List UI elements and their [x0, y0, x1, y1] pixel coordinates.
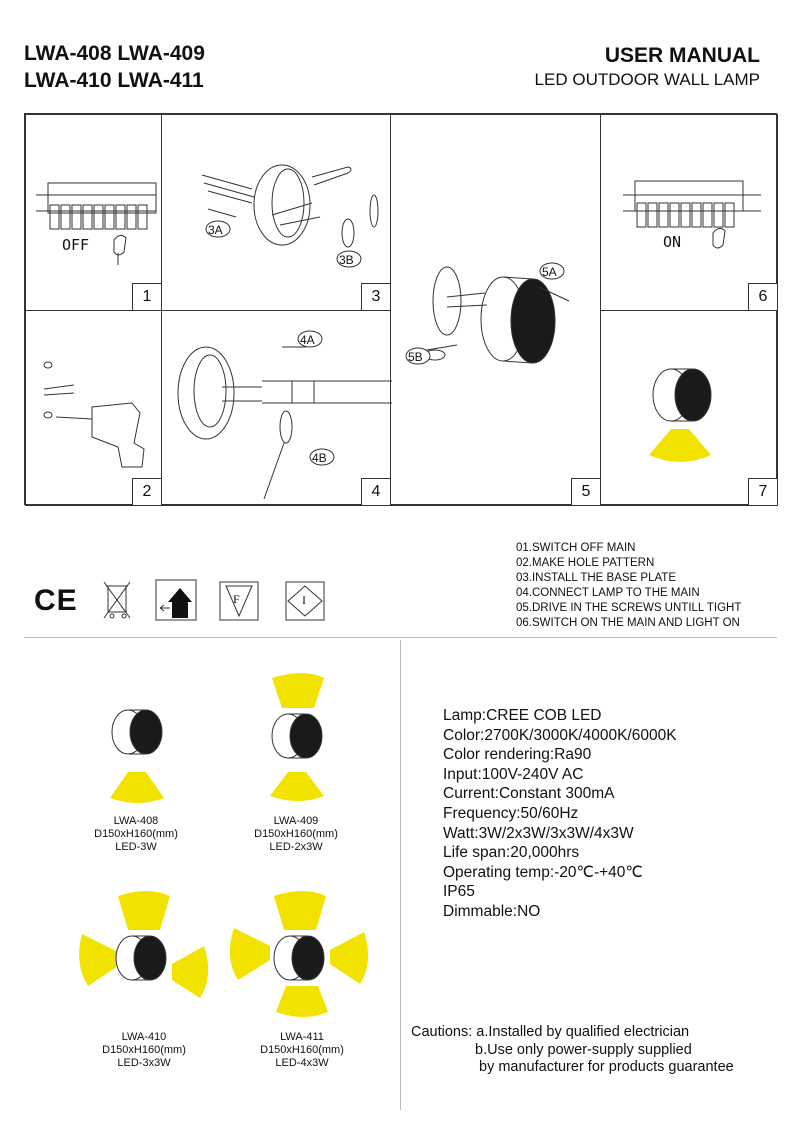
f-mark-letter: F [233, 592, 240, 606]
label-3b: 3B [339, 253, 354, 267]
manual-title: USER MANUAL [604, 44, 760, 67]
label-5b: 5B [408, 350, 423, 364]
step-item: 02.MAKE HOLE PATTERN [516, 557, 655, 569]
spec-item: Dimmable:NO [443, 902, 541, 920]
indoor-outdoor-icon [156, 580, 196, 620]
panel-1 [25, 114, 162, 311]
variant-size: D150xH160(mm) [254, 828, 338, 840]
caution-line-1: Cautions: a.Installed by qualified electrician [411, 1024, 690, 1040]
step-item: 01.SWITCH OFF MAIN [516, 542, 636, 554]
panel-5 [390, 114, 601, 506]
cautions [411, 1024, 734, 1077]
variant-lwa-408 [66, 815, 206, 854]
step-item: 04.CONNECT LAMP TO THE MAIN [516, 587, 700, 599]
step-item: 05.DRIVE IN THE SCREWS UNTILL TIGHT [516, 602, 742, 614]
spec-item: Life span:20,000hrs [443, 844, 580, 862]
spec-item: Current:Constant 300mA [443, 785, 615, 803]
variant-model: LWA-410 [121, 1031, 167, 1043]
lamp-lwa-409 [270, 673, 324, 801]
models-line-2: LWA-410 LWA-411 [24, 69, 204, 92]
variant-model: LWA-409 [273, 815, 319, 827]
label-3a: 3A [208, 223, 223, 237]
column-divider [400, 640, 401, 1110]
variant-power: LED-3x3W [117, 1057, 171, 1069]
manual-subtitle: LED OUTDOOR WALL LAMP [534, 70, 760, 89]
section-divider [24, 637, 777, 638]
panel-2 [25, 310, 162, 506]
step-item: 06.SWITCH ON THE MAIN AND LIGHT ON [516, 617, 740, 629]
base-plate-illustration [162, 115, 392, 312]
off-caption: OFF [62, 236, 90, 254]
on-caption: ON [663, 233, 682, 251]
variant-power: LED-3W [115, 841, 157, 853]
specifications [443, 706, 677, 922]
variant-lwa-411 [232, 1031, 372, 1070]
panel-number-3: 3 [361, 283, 390, 310]
lamp-lwa-408 [110, 710, 164, 803]
variant-lwa-410 [74, 1031, 214, 1070]
variant-lwa-409 [226, 815, 366, 854]
label-5a: 5A [542, 265, 557, 279]
spec-item: Frequency:50/60Hz [443, 804, 579, 822]
spec-item: Operating temp:-20℃-+40℃ [443, 863, 643, 881]
spec-item: Color:2700K/3000K/4000K/6000K [443, 726, 677, 744]
weee-bin-icon [104, 582, 130, 618]
lamp-lwa-410 [79, 891, 208, 998]
variant-size: D150xH160(mm) [102, 1044, 186, 1056]
spec-item: Input:100V-240V AC [443, 765, 584, 783]
screw-lamp-illustration [391, 115, 602, 507]
caution-line-2: b.Use only power-supply supplied [475, 1041, 692, 1058]
spec-item: Color rendering:Ra90 [443, 746, 592, 764]
ce-mark-icon: CE [34, 584, 78, 617]
variant-power: LED-2x3W [269, 841, 323, 853]
models-line-1: LWA-408 LWA-409 [24, 42, 205, 65]
variant-size: D150xH160(mm) [94, 828, 178, 840]
mark-shapes [34, 578, 354, 624]
spec-item: IP65 [443, 883, 475, 901]
panel-7 [600, 310, 778, 506]
certification-icons [34, 578, 354, 624]
variant-power: LED-4x3W [275, 1057, 329, 1069]
variant-size: D150xH160(mm) [260, 1044, 344, 1056]
class-mark-letter: I [302, 593, 306, 607]
panel-number-5: 5 [571, 478, 600, 505]
panel-number-6: 6 [748, 283, 777, 310]
panel-4 [161, 310, 391, 506]
installation-steps [516, 541, 741, 631]
panel-number-4: 4 [361, 478, 390, 505]
variant-model: LWA-408 [113, 815, 159, 827]
label-4a: 4A [300, 333, 315, 347]
caution-line-3: by manufacturer for products guarantee [479, 1059, 734, 1075]
panel-3 [161, 114, 391, 311]
variant-model: LWA-411 [280, 1031, 324, 1043]
model-numbers [24, 40, 205, 94]
spec-item: Watt:3W/2x3W/3x3W/4x3W [443, 824, 634, 842]
spec-item: Lamp:CREE COB LED [443, 707, 602, 724]
lamp-lwa-411 [230, 891, 368, 1017]
installation-diagram-grid [24, 113, 777, 505]
panel-number-1: 1 [132, 283, 161, 310]
panel-number-2: 2 [132, 478, 161, 505]
panel-number-7: 7 [748, 478, 777, 505]
panel-6 [600, 114, 778, 311]
wiring-illustration [162, 311, 392, 507]
label-4b: 4B [312, 451, 327, 465]
step-item: 03.INSTALL THE BASE PLATE [516, 572, 677, 584]
